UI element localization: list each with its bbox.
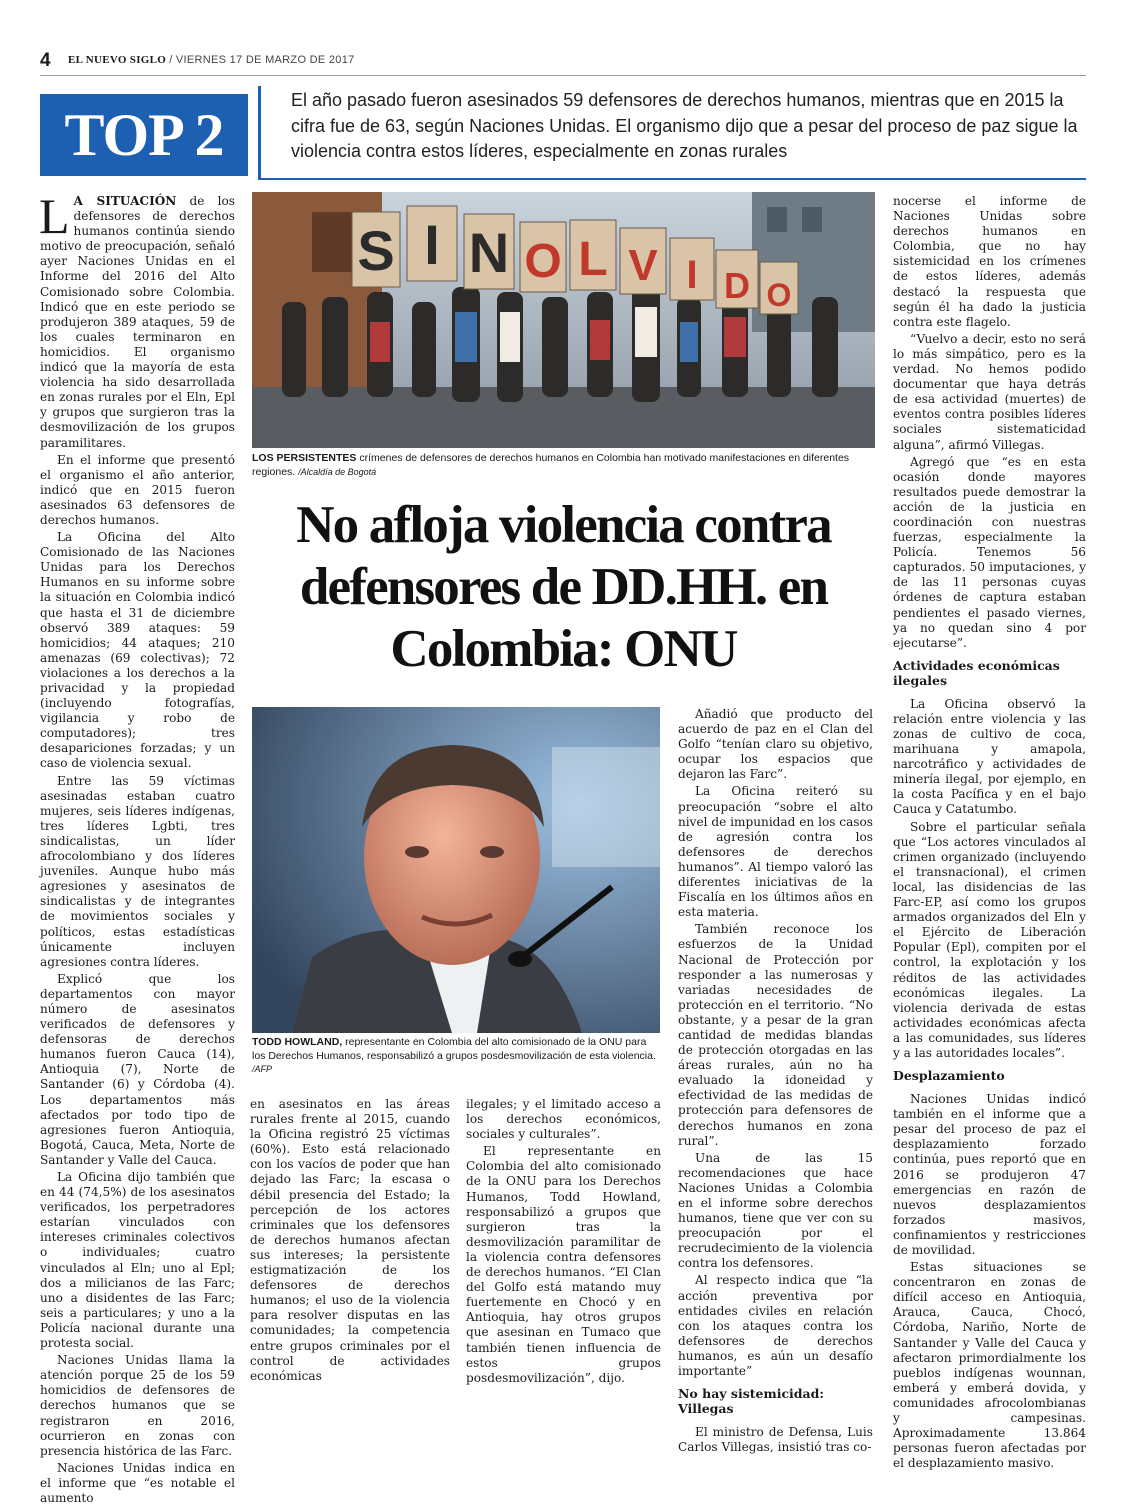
- banner-letter: N: [468, 221, 510, 284]
- photo-credit: /Alcaldía de Bogotá: [298, 466, 377, 477]
- photo-credit: /AFP: [252, 1064, 273, 1074]
- paragraph: Explicó que los departamentos con mayor número de asesinatos verificados de defensores y defensoras de derechos humanos fueron Cauca (14), Antioquia (7), Norte de Santander (6) y Córdoba (4). Los departamentos más afectados por todo tipo de agresiones fueron Antioquia, Bogotá, Cauca, Meta, Norte de Santander y Valle del Cauca.: [40, 971, 235, 1167]
- paragraph: La Oficina del Alto Comisionado de las Naciones Unidas para los Derechos Humanos en su informe sobre la situación en Colombia indicó que hasta el 31 de diciembre observó 389 ataques: 59 homicidios; 44 ataques; 210 amenazas (69 colectivas); 72 violaciones a los derechos a la privacidad y la propiedad (incluyendo fotografías, vigilancia y robo de computadores); tres desapariciones forzadas; y un caso de violencia sexual.: [40, 530, 235, 771]
- paragraph: Estas situaciones se concentraron en zonas de difícil acceso en Antioquia, Arauca, Cauca, Chocó, Córdoba, Nariño, Norte de Santander y Valle del Cauca y afectaron primordialmente los pueblos indígenas wounnan, emberá y emberá dovida, y comunidades afrocolombianas y campesinas. Aproximadamente 13.864 personas fueron afectadas por el desplazamiento masivo.: [893, 1260, 1086, 1471]
- paragraph: Sobre el particular señala que “Los actores vinculados al crimen organizado (incluyendo el transnacional), el crimen local, las disidencias de las Farc-EP, así como los grupos armados organizados del Eln y el Ejército de Liberación Popular (Epl), compiten por el control, la explotación y los réditos de las actividades económicas ilegales. La violencia derivada de estas actividades económicas afecta a las comunidades, sus líderes y a las autoridades locales”.: [893, 819, 1086, 1060]
- paragraph: “Vuelvo a decir, esto no será lo más simpático, pero es la verdad. No hemos podido documentar que haya detrás de esa actividad (muertes) de eventos contra posibles líderes sociales sistematicidad alguna”, afirmó Villegas.: [893, 331, 1086, 452]
- page-number: 4: [40, 50, 51, 71]
- photo-caption: [252, 452, 875, 479]
- lead-bold: A SITUACIÓN: [73, 194, 177, 208]
- banner-letter: I: [424, 213, 440, 276]
- page-header: [40, 50, 1086, 76]
- section-deck: El año pasado fueron asesinados 59 defensores de derechos humanos, mientras que en 2015 la cifra fue de 63, según Naciones Unidas. El organismo dijo que a pesar del proceso de paz sigue la violencia contra estos líderes, especialmente en zonas rurales: [258, 86, 1086, 180]
- banner-letter: O: [524, 235, 562, 288]
- article-column-4: [466, 1097, 661, 1385]
- article-headline: No afloja violencia contra defensores de DD.HH. en Colombia: ONU: [296, 496, 831, 678]
- paragraph: nocerse el informe de Naciones Unidas sobre derechos humanos en Colombia, que no hay sistemicidad en los crímenes de estos líderes, además destacó la respuesta que según él ha dado la justicia contra este flagelo.: [893, 194, 1086, 329]
- paragraph: Naciones Unidas llama la atención porque 25 de los 59 homicidios de defensores de derechos humanos que se registraron en 2016, ocurrieron en zonas con presencia histórica de las Farc.: [40, 1353, 235, 1458]
- paragraph: ilegales; y el limitado acceso a los derechos económicos, sociales y culturales”.: [466, 1097, 661, 1142]
- protest-photo: [252, 192, 875, 448]
- paragraph: Añadió que producto del acuerdo de paz en el Clan del Golfo “tenían claro su objetivo, ocupar los espacios que dejaron las Farc”.: [678, 707, 873, 782]
- paragraph: La Oficina dijo también que en 44 (74,5%) de los asesinatos verificados, los perpetradores estarían vinculados con intereses criminales colectivos o individuales; cuatro vinculados al Eln; uno al Epl; dos a milicianos de las Farc; uno a disidentes de las Farc; seis a particulares; y uno a la Policía nacional durante una protesta social.: [40, 1170, 235, 1351]
- lead-text: de los defensores de derechos humanos continúa siendo motivo de preocupación, señaló ayer Naciones Unidas en el Informe del 2016 del Alto Comisionado sobre Colombia. Indicó que en este periodo se produjeron 389 ataques, 59 de los cuales terminaron en homicidios. El organismo indicó que la mayoría de esta violencia ha sido desarrollada en zonas rurales por el Eln, Epl y grupos que surgieron tras la desmovilización de los grupos paramilitares.: [40, 194, 235, 450]
- subheading: No hay sistemicidad: Villegas: [678, 1386, 824, 1417]
- banner-letter: S: [357, 219, 395, 282]
- article-column-1: [39, 188, 235, 1505]
- caption-text: representante en Colombia del alto comisionado de la ONU para los Derechos Humanos, responsabilizó a grupos posdesmovilización de esta violencia.: [252, 1036, 656, 1062]
- paragraph: Naciones Unidas indicó también en el informe que a pesar del proceso de paz el desplazamiento forzado continúa, pues reportó que en 2016 se produjeron 47 emergencias en razón de nuevos desplazamientos forzados masivos, confinamientos y restricciones de movilidad.: [893, 1092, 1086, 1257]
- photo-caption: [252, 1036, 660, 1077]
- banner-letter: I: [686, 253, 698, 297]
- paragraph: La Oficina observó la relación entre violencia y las zonas de cultivo de coca, marihuana y amapola, narcotráfico y actividades de minería ilegal, por ejemplo, en la costa Pacífica y en el bajo Cauca y Catatumbo.: [893, 696, 1086, 817]
- article-column-3: [250, 1097, 450, 1383]
- issue-date: / VIERNES 17 DE MARZO DE 2017: [169, 54, 355, 66]
- subheading: Actividades económicas ilegales: [893, 657, 1060, 688]
- publication-line: [68, 54, 355, 66]
- subheading: Desplazamiento: [893, 1068, 1005, 1084]
- portrait-illustration: [252, 707, 660, 1033]
- banner-letter: V: [628, 241, 658, 290]
- portrait-photo: [252, 707, 660, 1033]
- banner-letter: O: [766, 277, 792, 313]
- paragraph: También reconoce los esfuerzos de la Unidad Nacional de Protección por responder a las numerosas y variadas necesidades de protección en el territorio. “No obstante, y a pesar de la gran cantidad de medidas blandas de protección otorgadas en las áreas rurales, aún no ha evaluado la idoneidad y efectividad de las medidas de protección para defensores de derechos humanos en zona rural”.: [678, 922, 873, 1148]
- paragraph: El ministro de Defensa, Luis Carlos Villegas, insistió tras co-: [678, 1425, 873, 1455]
- caption-label: LOS PERSISTENTES: [252, 452, 357, 464]
- paragraph: Agregó que “es en esta ocasión donde mayores resultados puede demostrar la acción de la justicia en coordinación con nuestras fuerzas, especialmente la Policía. Tenemos 56 capturados. 50 imputaciones, y de las 11 personas cuyas órdenes de captura estaban pendientes el pasado viernes, ya no quedan sino 4 por ejecutarse”.: [893, 454, 1086, 650]
- caption-text: crímenes de defensores de derechos humanos en Colombia han motivado manifestaciones en diferentes regiones.: [252, 452, 850, 478]
- article-column-6: [893, 194, 1086, 1471]
- paragraph: En el informe que presentó el organismo el año anterior, indicó que en 2015 fueron asesinados 63 defensores de derechos humanos.: [40, 452, 235, 527]
- paragraph: en asesinatos en las áreas rurales frente al 2015, cuando la Oficina registró 25 víctimas (60%). Esto está relacionado con los vacíos de poder que han dejado las Farc; la escasa o débil presencia del Estado; la percepción de los actores criminales que los defensores de derechos humanos afectan sus intereses; la persistente estigmatización de los defensores de derechos humanos; el uso de la violencia para resolver disputas en las comunidades; la competencia entre grupos criminales por el control de actividades económicas: [250, 1097, 450, 1383]
- paragraph: Al respecto indica que “la acción preventiva por entidades civiles en relación con los ataques contra los defensores de derechos humanos, es aún un desafío importante”: [678, 1273, 873, 1379]
- paragraph: Una de las 15 recomendaciones que hace Naciones Unidas a Colombia en el informe sobre derechos humanos, tiene que ver con su preocupación por el recrudecimiento de la violencia contra los defensores.: [678, 1150, 873, 1271]
- section-label-box: [40, 94, 248, 176]
- publication-name: EL NUEVO SIGLO: [68, 54, 167, 66]
- paragraph: La Oficina reiteró su preocupación “sobre el alto nivel de impunidad en los casos de agresión contra los defensores de derechos humanos”. Al tiempo valoró las diferentes iniciativas de la Fiscalía en los últimos años en esta materia.: [678, 784, 873, 920]
- banner-letter: D: [724, 265, 750, 306]
- protest-illustration: [252, 192, 875, 448]
- article-column-5: [678, 707, 873, 1455]
- paragraph: Entre las 59 víctimas asesinadas estaban cuatro mujeres, seis líderes indígenas, tres líderes Lgbti, tres sindicalistas, un líder afrocolombiano y dos líderes juveniles. Aunque hubo más agresiones y asesinatos de sindicalistas y de integrantes de movimientos sociales y políticos, estas estadísticas únicamente incluyen agresiones contra líderes.: [40, 773, 235, 969]
- section-label: TOP 2: [64, 102, 224, 168]
- drop-cap: L: [39, 188, 70, 244]
- paragraph: Naciones Unidas indica en el informe que “es notable el aumento: [40, 1460, 235, 1505]
- caption-label: TODD HOWLAND,: [252, 1036, 343, 1048]
- banner-letter: L: [578, 233, 608, 286]
- paragraph: El representante en Colombia del alto comisionado de la ONU para los Derechos Humanos, Todd Howland, responsabilizó a grupos que surgieron tras la desmovilización paramilitar de la violencia contra defensores de derechos humanos. “El Clan del Golfo está matando muy fuertemente en Chocó y en Antioquia, hay otros grupos que asesinan en Tumaco que también tienen influencia de estos grupos posdesmovilización”, dijo.: [466, 1144, 661, 1385]
- lead-paragraph: [39, 188, 235, 451]
